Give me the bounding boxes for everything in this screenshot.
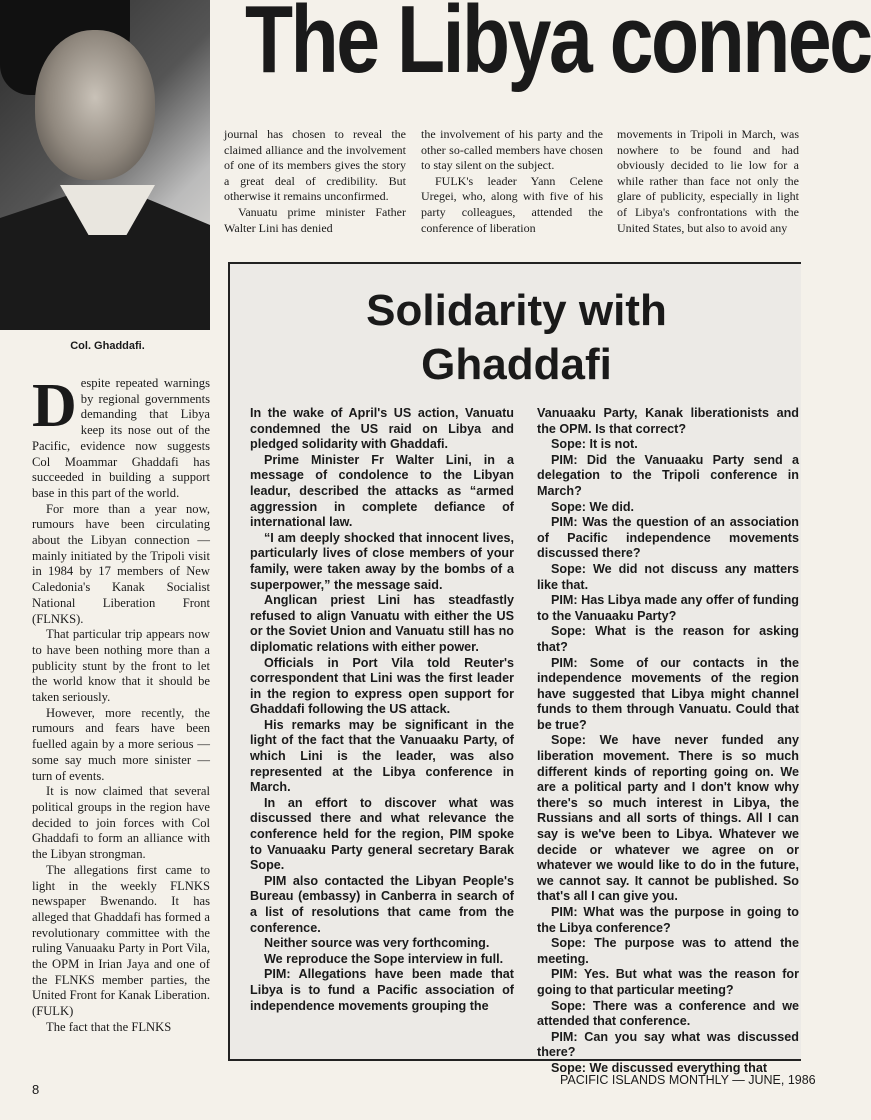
paragraph: We reproduce the Sope interview in full. — [264, 951, 504, 966]
sidebar-column-1 — [250, 406, 514, 1014]
paragraph: PIM also contacted the Libyan People's Bureau (embassy) in Canberra in search of a list of resolutions that came from the conference. — [250, 873, 514, 935]
paragraph: the involvement of his party and the other so-called members have chosen to stay silent on the subject. — [421, 127, 603, 173]
sidebar-column-2 — [537, 406, 799, 1077]
paragraph: Prime Minister Fr Walter Lini, in a message of condolence to the Libyan leadur, described the attacks as “armed aggression in complete defiance of international law. — [250, 452, 514, 530]
paragraph: In the wake of April's US action, Vanuatu condemned the US raid on Libya and pledged solidarity with Ghaddafi. — [250, 406, 514, 452]
paragraph: That particular trip appears now to have been nothing more than a publicity stunt by the front to let the world know that it should be taken seriously. — [32, 627, 210, 705]
sidebar-box — [228, 262, 801, 1075]
drop-cap: D — [32, 372, 77, 440]
paragraph: FULK's leader Yann Celene Uregei, who, along with five of his party colleagues, attended the conference of liberation — [421, 173, 603, 235]
paragraph: PIM: What was the purpose in going to the Libya conference? — [537, 905, 799, 935]
sidebar-title-line: Ghaddafi — [421, 340, 612, 389]
top-column-1 — [224, 127, 406, 236]
page-number: 8 — [32, 1082, 40, 1097]
paragraph: For more than a year now, rumours have been circulating about the Libyan connection — mainly initiated by the Tripoli visit in 1984 by 17 members of New Caledonia's Kanak Socialist National Liberation Front (FLNKS). — [32, 501, 210, 626]
paragraph: It is now claimed that several political groups in the region have decided to join forces with Col Ghaddafi to form an alliance with the Libyan strongman. — [32, 784, 210, 862]
photo-caption: Col. Ghaddafi. — [70, 340, 145, 352]
paragraph: Sope: There was a conference and we attended that conference. — [537, 998, 799, 1029]
paragraph: Neither source was very forthcoming. — [264, 936, 490, 951]
paragraph: His remarks may be significant in the light of the fact that the Vanuaaku Party, of which Lini is the leader, was also represented at the Libya conference in March. — [250, 717, 514, 795]
left-column — [32, 372, 210, 1036]
paragraph: The allegations first came to light in the weekly FLNKS newspaper Bwenando. It has alleged that Ghaddafi has formed a revolutionary committee with the ruling Vanuaaku Party in Port Vila, the OPM in Irian Jaya and one of the FLNKS member parties, the United Front for Kanak Liberation. (FULK) — [32, 862, 210, 1019]
page-footer: PACIFIC ISLANDS MONTHLY — JUNE, 1986 — [560, 1073, 816, 1087]
ghaddafi-photo — [0, 0, 210, 325]
paragraph: In an effort to discover what was discussed there and what relevance the conference held for the region, PIM spoke to Vanuaaku Party general secretary Barak Sope. — [250, 795, 514, 873]
paragraph: PIM: Has Libya made any offer of funding to the Vanuaaku Party? — [537, 593, 799, 623]
paragraph: The fact that the FLNKS — [46, 1019, 172, 1034]
paragraph: Sope: It is not. — [551, 437, 638, 452]
paragraph: However, more recently, the rumours and fears have been fuelled again by a more serious — some say much more sinister — turn of events. — [32, 705, 210, 783]
paragraph: Sope: The purpose was to attend the meeting. — [537, 936, 799, 966]
top-column-2 — [421, 127, 603, 236]
paragraph: movements in Tripoli in March, was nowhere to be found and had obviously decided to lie low for a while rather than face not only the glare of publicity, especially in light of Libya's confrontations with the United States, but also to avoid any — [617, 127, 799, 235]
paragraph: PIM: Some of our contacts in the independence movements of the region have suggested that Libya might channel funds to them through Vanuatu. Could that be true? — [537, 655, 799, 732]
paragraph: Anglican priest Lini has steadfastly refused to align Vanuatu with either the US or the Soviet Union and Vanuatu still has no diplomatic relations with either power. — [250, 593, 514, 654]
paragraph: Sope: We did. — [551, 499, 635, 514]
paragraph: espite repeated warnings by regional governments demanding that Libya keep its nose out of the Pacific, evidence now suggests Col Moammar Ghaddafi has succeeded in building a support base in this part of the world. — [32, 376, 210, 500]
paragraph: Sope: What is the reason for asking that? — [537, 624, 799, 654]
paragraph: PIM: Was the question of an association of Pacific independence movements discussed there? — [537, 515, 799, 561]
paragraph: PIM: Allegations have been made that Libya is to fund a Pacific association of independence movements grouping the — [250, 967, 514, 1013]
paragraph: Sope: We have never funded any liberation movement. There is so much different kinds of reporting going on. We are a political party and I don't know why there's so much interest in Libya, the Russians and all sorts of things. All I can say is we've been to Libya. Whatever we decide or whatever we agree on or whatever we would like to do in the future, we cannot say. It cannot be published. So that's all I can give you. — [537, 733, 799, 904]
sidebar-title — [230, 284, 803, 392]
paragraph: Sope: We did not discuss any matters like that. — [537, 561, 799, 592]
paragraph: PIM: Did the Vanuaaku Party send a delegation to the Tripoli conference in March? — [537, 452, 799, 498]
headline: The Libya connec — [245, 0, 871, 93]
paragraph: PIM: Yes. But what was the reason for going to that particular meeting? — [537, 967, 799, 997]
paragraph: Officials in Port Vila told Reuter's correspondent that Lini was the first leader in the region to express open support for Ghaddafi following the US attack. — [250, 655, 514, 717]
paragraph: Vanuaaku Party, Kanak liberationists and the OPM. Is that correct? — [537, 406, 799, 436]
paragraph: journal has chosen to reveal the claimed alliance and the involvement of one of its members gives the story a great deal of credibility. But otherwise it remains unconfirmed. — [224, 127, 406, 204]
sidebar-title-line: Solidarity with — [366, 286, 667, 335]
paragraph: Vanuatu prime minister Father Walter Lini has denied — [224, 204, 406, 235]
paragraph: Sope: We discussed everything that — [551, 1060, 768, 1075]
top-column-3 — [617, 127, 799, 236]
paragraph: “I am deeply shocked that innocent lives, particularly lives of close members of your family, were taken away by the bombs of a superpower,” the message said. — [250, 530, 514, 592]
paragraph: PIM: Can you say what was discussed there? — [537, 1029, 799, 1060]
